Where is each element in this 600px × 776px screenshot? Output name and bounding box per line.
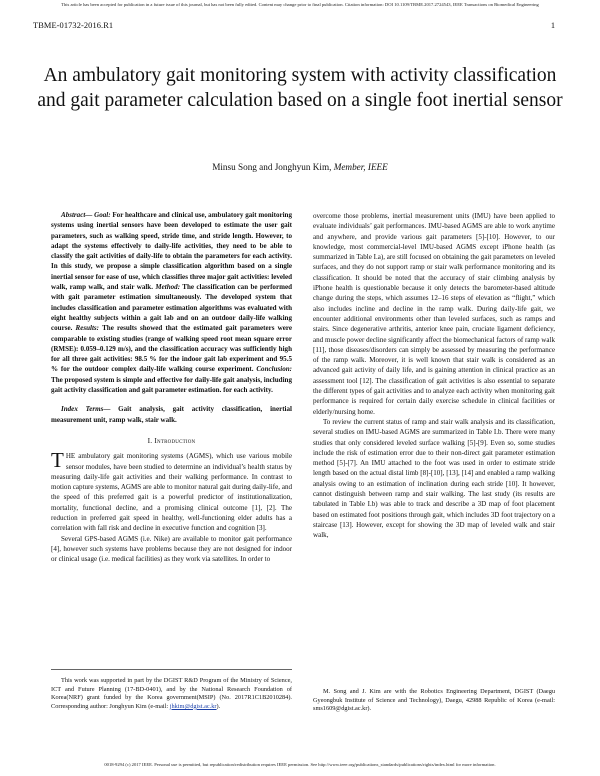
section-heading [51,436,292,446]
author-membership: Member, IEEE [333,162,388,172]
intro-paragraph-1 [51,448,292,533]
dropcap: T [51,448,64,473]
abstract-goal-text: For healthcare and clinical use, ambulatory gait monitoring systems using inertial sensors have been developed to estimate the user gait parameters, such as walking speed, stride time, and stride length. However, to adapt the systems effectively to daily-life activities, they need to be able to classify the gait activities of daily-life to obtain the parameters for each activity. In this study, we propose a simple classification algorithm based on a single inertial sensor for ease of use, which classifies three major gait activities: leveled walk, ramp walk, and stair walk. [51,211,292,292]
right-paragraph-2: To review the current status of ramp and stair walk analysis and its classification, several studies on IMU-based AGMS are summarized in Table I.b. There were many studies that only considered leveled surface walking [5]-[9]. Even so, some studies include the risk of estimation error due to their non-direct gait parameter estimation method [5]-[7]. An IMU attached to the foot was used in order to estimate stride length based on the actual distal limb [8]-[10], [13], [14] and enabled a ramp walking analysis owing to an estimation of inclination during each stride [10]. It however, cannot distinguish between ramp and stair walking. The last study (its results are tabulated in Table I.b) was able to track and describe a 3D map of foot placement based on estimated foot positions through gait, which includes 3D foot trajectory on a staircase [13]. However, except for showing the 3D map of leveled walk and stair walk, [313,417,555,540]
abstract-results-text: The results showed that the estimated gait parameters were comparable to existing studies (range of walking speed root mean square error (RMSE): 0.059–0.129 m/s), and the classification accuracy was sufficiently high for all three gait activities: 98.5 % for the indoor gait lab experiment and 95.5 % for the outdoor complex daily-life walking course experiment. [51,324,293,374]
author-line [30,162,570,172]
publication-notice: This article has been accepted for publication in a future issue of this journal, but has not been fully edited. Content may change prior to final publication. Citation information: DOI 10.1109/TBME.2017.2724543, IEEE Transactions on Biomedical Engineering [61,2,539,7]
footnote-affiliation: M. Song and J. Kim are with the Robotics Engineering Department, DGIST (Daegu Gyeongbuk Institute of Science and Technology), Daegu, 42988 Republic of Korea (e-mail: sms1609@dgist.ac.kr). [313,688,555,713]
abstract-goal-label: Goal: [94,211,111,219]
abstract-method-label: Method: [155,283,181,292]
index-terms [51,404,292,425]
copyright-footer: 0018-9294 (c) 2017 IEEE. Personal use is permitted, but republication/redistribution requires IEEE permission. See http://www.ieee.org/publications_standards/publications/rights/index.html for more information. [104,762,496,767]
abstract-results-label: Results: [75,324,100,333]
footnote-funding-end: ). [216,702,221,710]
footnote-funding-text: This work was supported in part by the DGIST R&D Program of the Ministry of Science, ICT and Future Planning (17-BD-0401), and by the National Research Foundation of Korea(NRF) grant funded by the Korea government(MSIP) (No. 2017R1C1B2010284). Corresponding author: Jonghyun Kim (e-mail: [51,677,292,710]
intro-p1-text: HE ambulatory gait monitoring systems (AGMS), which use various mobile sensor modules, have been studied to determine an individual’s health status by measuring daily-life gait activities and their walking performance. In contrast to motion capture systems, AGMS are able to monitor natural gait during daily-life, and the speed of this preferred gait is a powerful predictor of institutionalization, mortality, functional decline, and a promising clinical outcome [1], [2]. The reduction in preferred gait speed in healthy, well-functioning elder adults has a correlation with fall risk and decline in executive function and cognition [3]. [51,452,292,533]
corresponding-email-link[interactable]: jhkim@dgist.ac.kr [169,702,217,710]
manuscript-id: TBME-01732-2016.R1 [33,21,114,30]
left-column [51,210,292,565]
index-terms-text: Gait analysis, gait activity classification, inertial measurement unit, ramp walk, stair walk. [51,405,292,424]
abstract-label: Abstract— [61,211,93,219]
section-number: I. [147,435,153,445]
paper-title: An ambulatory gait monitoring system with activity classification and gait parameter calculation based on a single foot inertial sensor [37,65,563,111]
abstract-conclusion-label: Conclusion: [256,365,292,374]
right-column [313,211,555,541]
intro-paragraph-2: Several GPS-based AGMS (i.e. Nike) are available to monitor gait performance [4], however such systems have problems because they are not designed for indoor or clinical usage (i.e. medical facilities) as they work via satellites. In order to [51,534,292,564]
footnote-funding [51,677,292,711]
footnote-divider [51,669,292,670]
page-number: 1 [550,21,555,30]
section-title: Introduction [154,435,196,445]
abstract-method-text: The classification can be performed with gait parameter estimation simultaneously. The developed system that includes classification and parameter estimation algorithms was evaluated with eight healthy subjects within a gait lab and on an outdoor daily-life walking course. [51,283,292,333]
abstract-conclusion-text: The proposed system is simple and effective for daily-life gait analysis, including gait activity classification and gait parameter estimation. for each activity. [51,375,292,395]
abstract [51,210,292,395]
author-names: Minsu Song and Jonghyun Kim, [212,162,332,172]
right-paragraph-1: overcome those problems, inertial measurement units (IMU) have been applied to evaluate individuals’ gait performances. IMU-based AGMS are able to work anytime and anywhere, and provide various gait parameters [5]-[10]. However, to our knowledge, most commercial-level IMU-based AGMS except iPhone health (as summarized in Table I.a), are still focused on obtaining the gait parameters on leveled surfaces, and they do not support ramp or stair walk performance monitoring and its classification. It should be noted that the accuracy of stair climbing analysis by iPhone health is questionable because it only detects the barometer-based altitude change during the steps, which assumes 12–16 steps of elevation as “flight,” which also includes incline and decline in the ramp walk. During daily-life gait, we encounter additional environments other than leveled surfaces, such as ramps and stairs. Since degenerative arthritis, anterior knee pain, cruciate ligament deficiency, and muscle power decline significantly affect the biomechanical factors of ramp walk [11], those diseases/disorders can simply be assessed by measuring the performance of the ramp walk. Moreover, it is well known that stair walk is considered as an advanced gait activity of daily life, and is gaining attention in clinical practice as an assessment tool [12]. The classification of gait activities is also essential to separate the different types of gait activities and to analyze each activity when monitoring gait performance is required for certain daily exercise schedule in clinical facilities or elderly/nursing home. [313,212,555,416]
index-terms-label: Index Terms— [61,405,111,414]
